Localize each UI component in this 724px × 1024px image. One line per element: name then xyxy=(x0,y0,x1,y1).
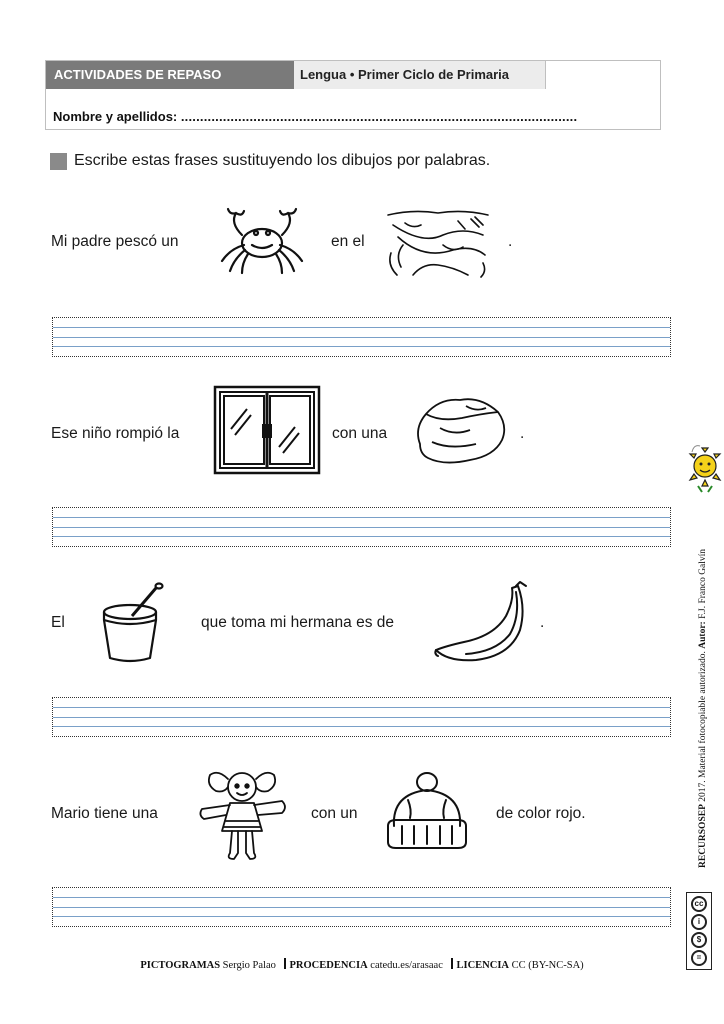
section-label: ACTIVIDADES DE REPASO xyxy=(46,61,294,89)
footer-origin-value: catedu.es/arasaac xyxy=(370,960,443,971)
sentence-2-part2: con una xyxy=(332,425,388,442)
credit-text: 2017. Material fotocopiable autorizado. xyxy=(698,651,708,802)
subject-label: Lengua • Primer Ciclo de Primaria xyxy=(294,61,546,89)
footer-divider xyxy=(451,958,453,969)
yogurt-icon xyxy=(98,582,168,664)
stone-icon xyxy=(410,392,510,468)
sentence-4-part2: con un xyxy=(311,805,358,822)
banana-icon xyxy=(430,580,536,666)
window-icon xyxy=(213,385,321,477)
writing-lines-4[interactable] xyxy=(52,887,671,927)
credit-brand: RECURSOSEP xyxy=(698,804,708,868)
side-credit xyxy=(698,549,708,868)
sun-mascot-icon xyxy=(688,440,722,494)
wool-hat-icon xyxy=(382,770,472,852)
instruction-bullet xyxy=(50,153,67,170)
sentence-1-part1: Mi padre pescó un xyxy=(51,233,179,250)
writing-lines-2[interactable] xyxy=(52,507,671,547)
sentence-2-part1: Ese niño rompió la xyxy=(51,425,180,442)
footer-origin-label: PROCEDENCIA xyxy=(289,960,368,971)
writing-lines-1[interactable] xyxy=(52,317,671,357)
instruction xyxy=(50,152,490,170)
footer-pictos-value: Sergio Palao xyxy=(222,960,276,971)
name-field[interactable] xyxy=(53,109,577,124)
sentence-4-part3: de color rojo. xyxy=(496,805,586,822)
sentence-4-part1: Mario tiene una xyxy=(51,805,158,822)
footer-license-value: CC (BY-NC-SA) xyxy=(511,960,584,971)
sentence-3-part2: que toma mi hermana es de xyxy=(201,614,394,631)
footer-pictos-label: PICTOGRAMAS xyxy=(140,960,221,971)
name-dots: ........................................................................................................ xyxy=(180,109,578,124)
sentence-3-part1: El xyxy=(51,614,65,631)
sentence-3-end: . xyxy=(540,614,545,631)
writing-lines-3[interactable] xyxy=(52,697,671,737)
doll-icon xyxy=(196,765,288,863)
sentence-2-end: . xyxy=(520,425,525,442)
footer-credits xyxy=(0,958,724,971)
river-icon xyxy=(383,205,493,280)
crab-icon xyxy=(212,205,312,277)
instruction-text: Escribe estas frases sustituyendo los dibujos por palabras. xyxy=(74,152,491,169)
sentence-1-part2: en el xyxy=(331,233,365,250)
creative-commons-icon: cc i $ = xyxy=(686,892,712,970)
credit-author: F.J. Franco Galvín xyxy=(698,548,708,619)
footer-divider xyxy=(284,958,286,969)
worksheet-header xyxy=(45,60,661,130)
name-label: Nombre y apellidos: xyxy=(53,109,178,124)
sentence-1-end: . xyxy=(508,233,513,250)
footer-license-label: LICENCIA xyxy=(456,960,509,971)
credit-author-label: Autor: xyxy=(698,621,708,649)
